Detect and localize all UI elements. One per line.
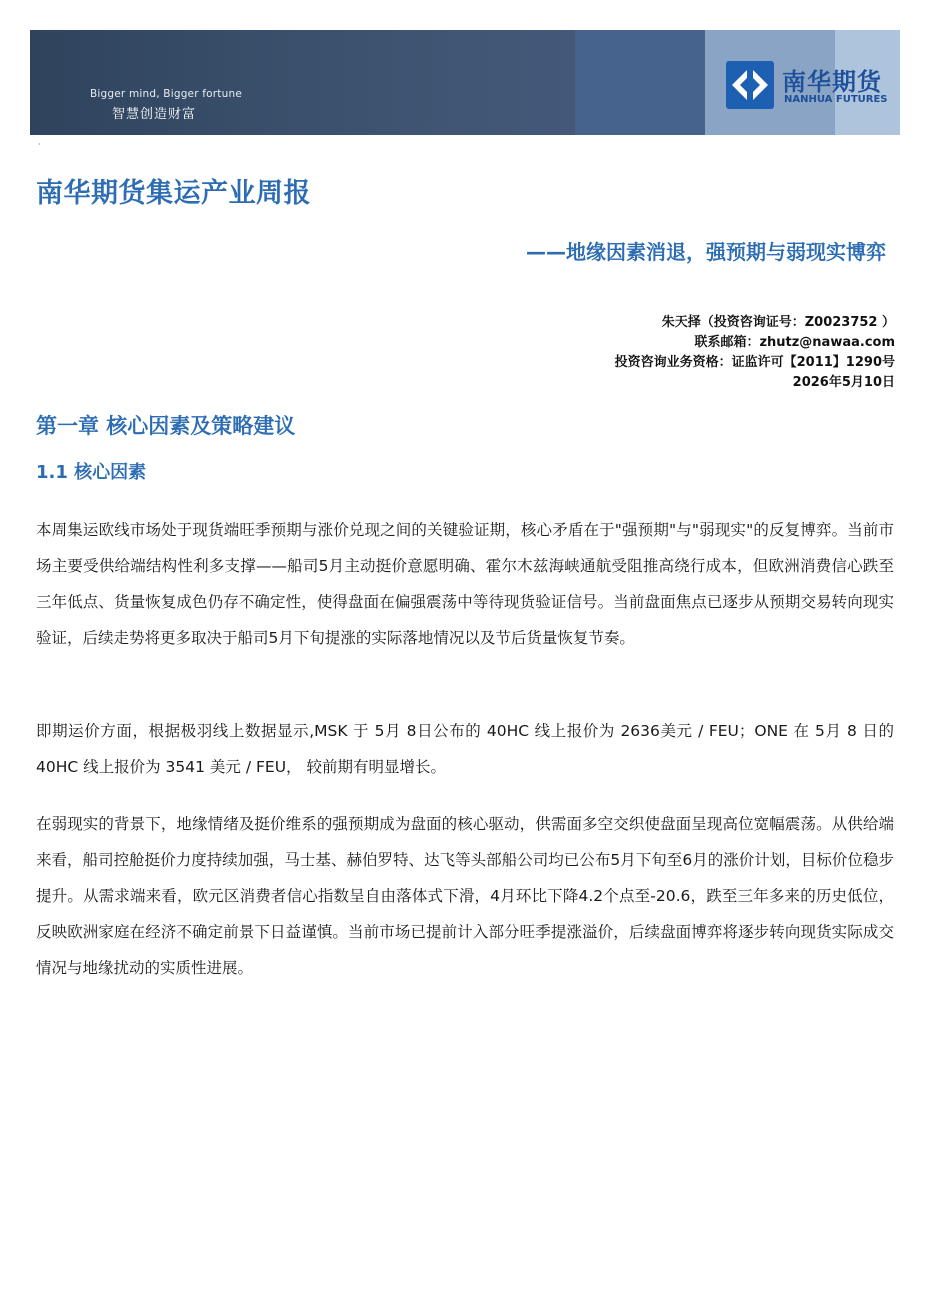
report-title: 南华期货集运产业周报 bbox=[36, 178, 311, 209]
author-license: 投资咨询业务资格：证监许可【2011】1290号 bbox=[614, 355, 895, 370]
author-info bbox=[615, 313, 895, 393]
chapter-heading: 第一章 核心因素及策略建议 bbox=[36, 414, 296, 438]
paragraph: 本周集运欧线市场处于现货端旺季预期与涨价兑现之间的关键验证期，核心矛盾在于"强预期"与"弱现实"的反复博弈。当前市场主要受供给端结构性利多支撑——船司5月主动挺价意愿明确、霍尔木兹海峡通航受阻推高绕行成本，但欧洲消费信心跌至三年低点、货量恢复成色仍存不确定性，使得盘面在偏强震荡中等待现货验证信号。当前盘面焦点已逐步从预期交易转向现实验证，后续走势将更多取决于船司5月下旬提涨的实际落地情况以及节后货量恢复节奏。 bbox=[36, 521, 894, 647]
header-banner bbox=[30, 30, 900, 135]
logo-text-chinese: 南华期货 bbox=[782, 68, 882, 96]
section-heading: 1.1 核心因素 bbox=[36, 462, 147, 483]
banner-band bbox=[575, 30, 705, 135]
nanhua-logo-icon bbox=[726, 61, 774, 109]
paragraph: 即期运价方面，根据极羽线上数据显示,MSK 于 5月 8日公布的 40HC 线上报价为 2636美元 / FEU；ONE 在 5月 8 日的 40HC 线上报价为 3541 美元 / FEU， 较前期有明显增长。 bbox=[36, 722, 894, 776]
paragraph: 在弱现实的背景下，地缘情绪及挺价维系的强预期成为盘面的核心驱动，供需面多空交织使盘面呈现高位宽幅震荡。从供给端来看，船司控舱挺价力度持续加强，马士基、赫伯罗特、达飞等头部船公司均已公布5月下旬至6月的涨价计划，目标价位稳步提升。从需求端来看，欧元区消费者信心指数呈自由落体式下滑，4月环比下降4.2个点至-20.6，跌至三年多来的历史低位，反映欧洲家庭在经济不确定前景下日益谨慎。当前市场已提前计入部分旺季提涨溢价，后续盘面博弈将逐步转向现货实际成交情况与地缘扰动的实质性进展。 bbox=[36, 815, 894, 977]
report-date: 2026年5月10日 bbox=[792, 375, 895, 390]
logo-text-english: NANHUA FUTURES bbox=[784, 94, 888, 105]
author-name: 朱天择（投资咨询证号：Z0023752 ） bbox=[661, 315, 895, 330]
company-logo bbox=[726, 61, 896, 109]
tagline-english: Bigger mind, Bigger fortune bbox=[90, 88, 242, 100]
report-subtitle: ——地缘因素消退，强预期与弱现实博弈 bbox=[526, 240, 886, 264]
bullet-dot: · bbox=[38, 140, 41, 149]
tagline-chinese: 智慧创造财富 bbox=[112, 107, 197, 122]
author-email: 联系邮箱：zhutz@nawaa.com bbox=[694, 335, 895, 350]
